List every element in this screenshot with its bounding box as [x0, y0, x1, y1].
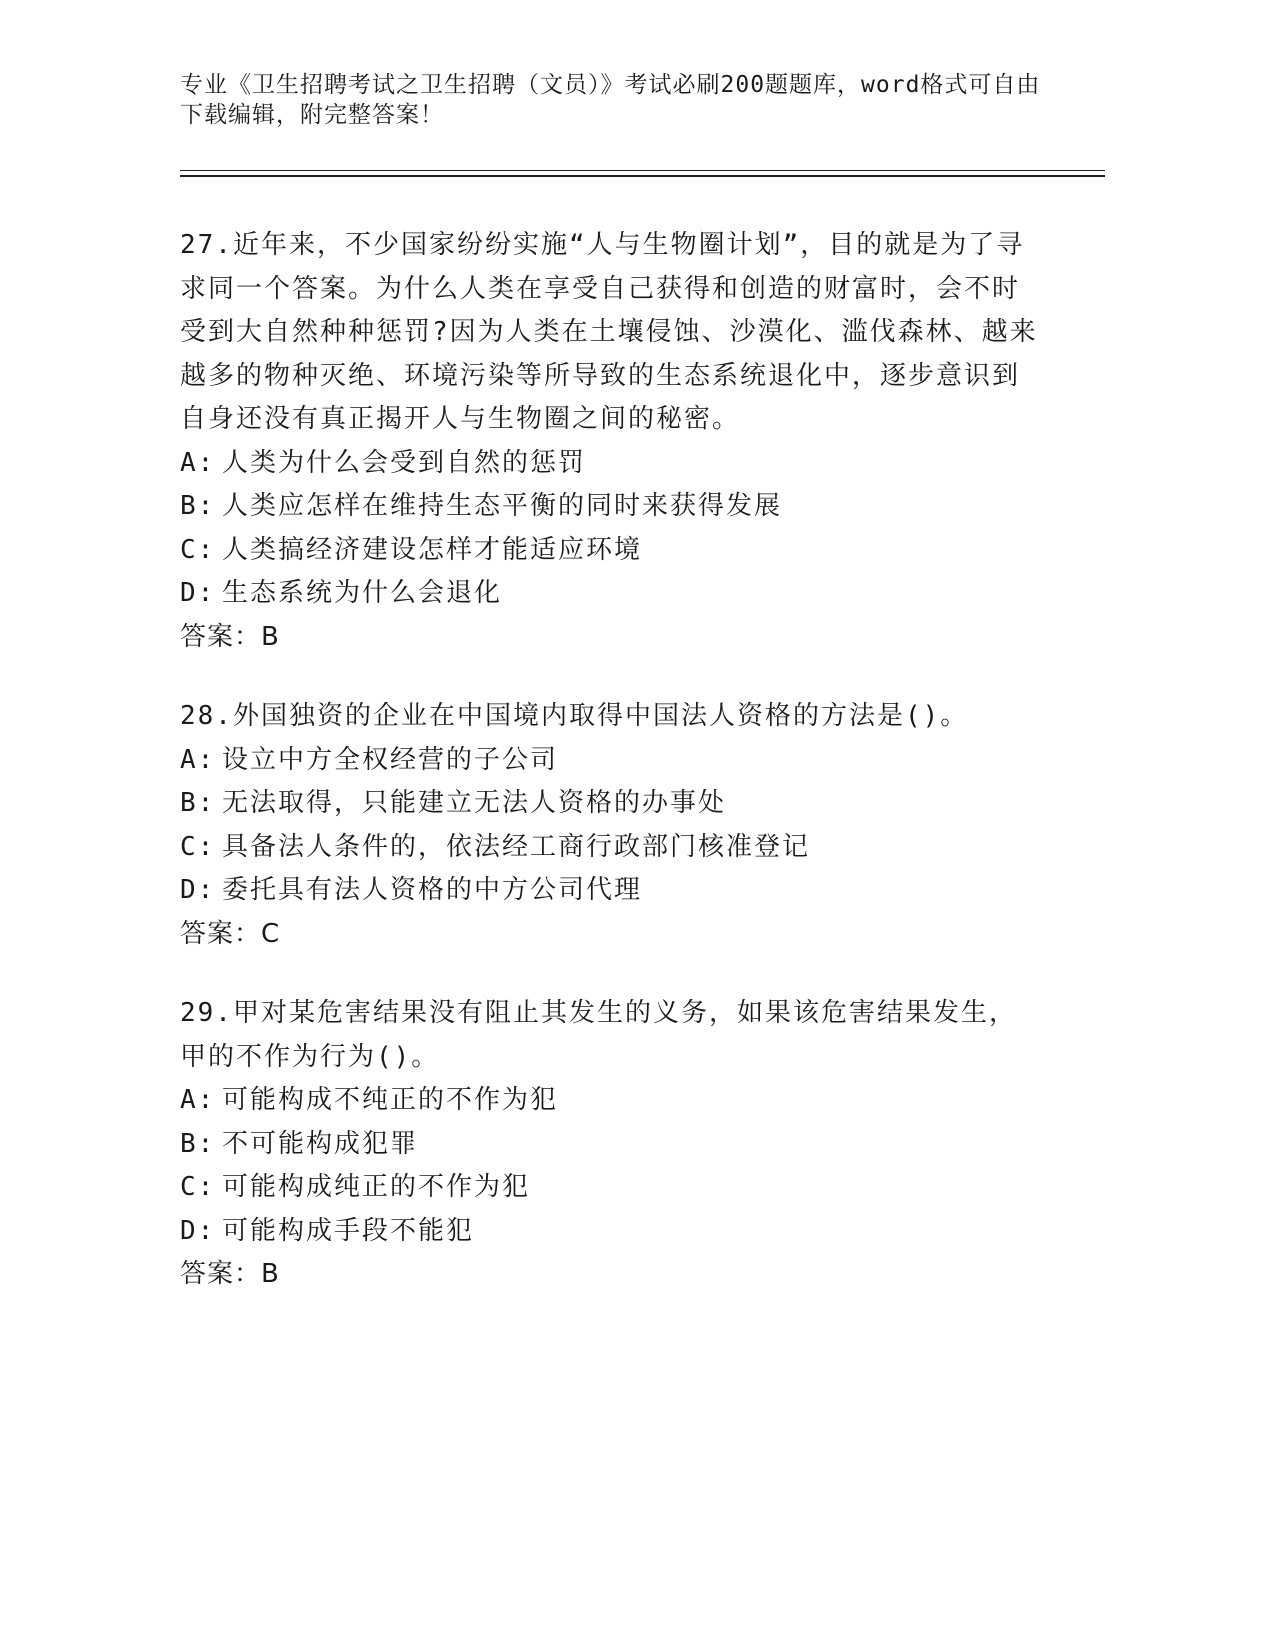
option-text: 生态系统为什么会退化 [222, 578, 503, 608]
question-28 [180, 695, 1040, 956]
option-key: D: [180, 578, 216, 608]
option-d [180, 572, 1040, 616]
option-key: C: [180, 1172, 216, 1202]
option-text: 可能构成手段不能犯 [222, 1215, 475, 1246]
option-b [180, 782, 1040, 826]
option-text: 人类为什么会受到自然的惩罚 [222, 447, 587, 478]
answer-line: 答案：B [180, 1259, 280, 1289]
question-stem: 29.甲对某危害结果没有阻止其发生的义务，如果该危害结果发生，甲的不作为行为()。 [180, 998, 1017, 1072]
option-key: A: [180, 447, 216, 478]
option-key: A: [180, 744, 216, 775]
question-27 [180, 224, 1040, 659]
option-d [180, 869, 1040, 913]
option-key: B: [180, 491, 216, 521]
option-b [180, 485, 1040, 529]
option-key: A: [180, 1085, 216, 1115]
question-list [180, 224, 1040, 1333]
option-key: D: [180, 1215, 216, 1246]
option-key: B: [180, 788, 216, 818]
option-text: 可能构成不纯正的不作为犯 [222, 1085, 559, 1115]
option-key: B: [180, 1128, 216, 1159]
option-key: C: [180, 831, 216, 862]
option-text: 人类搞经济建设怎样才能适应环境 [222, 534, 643, 565]
option-a [180, 1079, 1040, 1123]
option-text: 不可能构成犯罪 [222, 1128, 419, 1159]
question-stem: 28.外国独资的企业在中国境内取得中国法人资格的方法是()。 [180, 701, 969, 731]
header-divider-thick [180, 175, 1105, 177]
option-text: 委托具有法人资格的中方公司代理 [222, 875, 643, 905]
option-key: D: [180, 875, 216, 905]
answer-line: 答案：C [180, 918, 281, 949]
document-header: 专业《卫生招聘考试之卫生招聘（文员）》考试必刷200题题库，word格式可自由下载编辑，附完整答案！ [180, 72, 1041, 128]
option-key: C: [180, 534, 216, 565]
question-29 [180, 992, 1040, 1297]
option-text: 具备法人条件的，依法经工商行政部门核准登记 [222, 831, 811, 862]
option-c [180, 1166, 1040, 1210]
option-text: 设立中方全权经营的子公司 [222, 744, 559, 775]
option-a [180, 739, 1040, 783]
option-c [180, 529, 1040, 573]
option-d [180, 1210, 1040, 1254]
option-text: 可能构成纯正的不作为犯 [222, 1172, 531, 1202]
header-divider-thin [180, 170, 1105, 171]
option-text: 人类应怎样在维持生态平衡的同时来获得发展 [222, 491, 783, 521]
option-a [180, 442, 1040, 486]
answer-line: 答案：B [180, 621, 280, 652]
option-text: 无法取得，只能建立无法人资格的办事处 [222, 788, 727, 818]
option-c [180, 826, 1040, 870]
option-b [180, 1123, 1040, 1167]
question-stem: 27.近年来，不少国家纷纷实施“人与生物圈计划”，目的就是为了寻求同一个答案。为什么人类在享受自己获得和创造的财富时，会不时受到大自然种种惩罚?因为人类在土壤侵蚀、沙漠化、滥伐森林、越来越多的物种灭绝、环境污染等所导致的生态系统退化中，逐步意识到自身还没有真正揭开人与生物圈之间的秘密。 [180, 230, 1038, 434]
